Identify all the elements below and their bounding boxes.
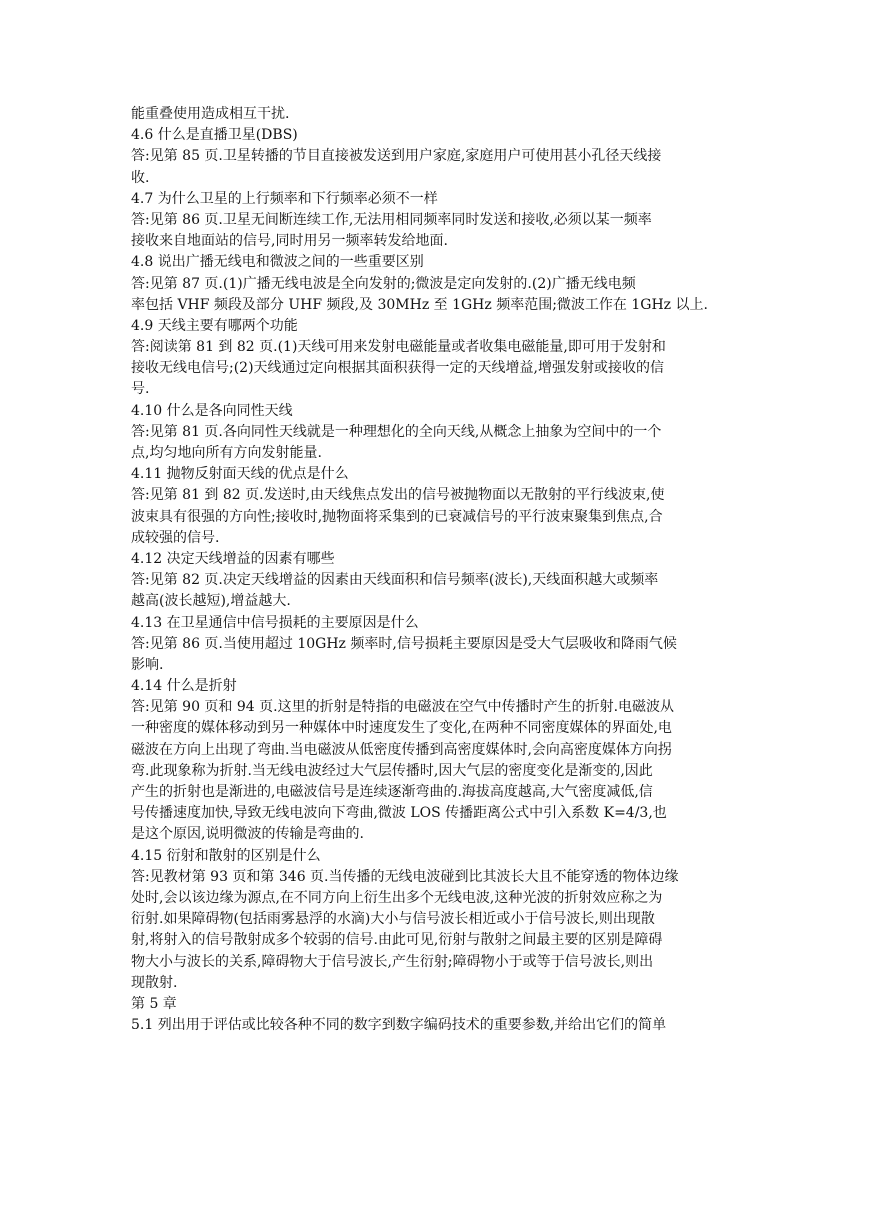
text-line: 4.8 说出广播无线电和微波之间的一些重要区别 [131,254,424,271]
text-line: 是这个原因,说明微波的传输是弯曲的. [131,826,364,843]
text-line: 答:见第 81 到 82 页.发送时,由天线焦点发出的信号被抛物面以无散射的平行线波束,使 [131,487,665,504]
text-line: 磁波在方向上出现了弯曲.当电磁波从低密度传播到高密度媒体时,会向高密度媒体方向拐 [131,741,672,758]
text-line: 答:见第 82 页.决定天线增益的因素由天线面积和信号频率(波长),天线面积越大或频率 [131,572,659,589]
text-line: 号传播速度加快,导致无线电波向下弯曲,微波 LOS 传播距离公式中引入系数 K=4/3,也 [131,805,667,822]
text-line: 答:见第 87 页.(1)广播无线电波是全向发射的;微波是定向发射的.(2)广播无线电频 [131,275,636,292]
text-line: 能重叠使用造成相互干扰. [131,106,290,122]
text-line: 5.1 列出用于评估或比较各种不同的数字到数字编码技术的重要参数,并给出它们的简单 [131,1017,667,1034]
document-page [131,104,731,1036]
text-line: 一种密度的媒体移动到另一种媒体中时速度发生了变化,在两种不同密度媒体的界面处,电 [131,720,672,737]
text-line: 点,均匀地向所有方向发射能量. [131,445,322,461]
text-line: 4.12 决定天线增益的因素有哪些 [131,550,335,567]
text-line: 答:见第 86 页.卫星无间断连续工作,无法用相同频率同时发送和接收,必须以某一频率 [131,211,652,228]
text-line: 弯.此现象称为折射.当无线电波经过大气层传播时,因大气层的密度变化是渐变的,因此 [131,762,653,779]
text-line: 接收无线电信号;(2)天线通过定向根据其面积获得一定的天线增益,增强发射或接收的信 [131,360,664,377]
text-line: 4.10 什么是各向同性天线 [131,402,293,419]
text-line: 答:见第 86 页.当使用超过 10GHz 频率时,信号损耗主要原因是受大气层吸收和降雨气候 [131,635,677,652]
text-line: 收. [131,169,150,186]
text-line: 4.11 抛物反射面天线的优点是什么 [131,466,349,483]
text-line: 4.14 什么是折射 [131,678,237,695]
text-line: 越高(波长越短),增益越大. [131,593,291,610]
text-line: 4.6 什么是直播卫星(DBS) [131,127,298,144]
text-line: 物大小与波长的关系,障碍物大于信号波长,产生衍射;障碍物小于或等于信号波长,则出 [131,953,654,970]
text-line: 射,将射入的信号散射成多个较弱的信号.由此可见,衍射与散射之间最主要的区别是障碍 [131,932,663,949]
text-line: 现散射. [131,974,178,991]
text-line: 答:见教材第 93 页和第 346 页.当传播的无线电波碰到比其波长大且不能穿透的物体边缘 [131,868,679,885]
text-line: 衍射.如果障碍物(包括雨雾悬浮的水滴)大小与信号波长相近或小于信号波长,则出现散 [131,911,655,928]
text-line: 成较强的信号. [131,529,220,546]
text-line: 产生的折射也是渐进的,电磁波信号是连续逐渐弯曲的.海拔高度越高,大气密度减低,信 [131,784,653,800]
text-line: 处时,会以该边缘为源点,在不同方向上衍生出多个无线电波,这种光波的折射效应称之为 [131,889,663,906]
text-line: 4.15 衍射和散射的区别是什么 [131,847,321,864]
text-line: 第 5 章 [131,995,177,1012]
text-line: 4.13 在卫星通信中信号损耗的主要原因是什么 [131,614,419,631]
text-line: 答:阅读第 81 到 82 页.(1)天线可用来发射电磁能量或者收集电磁能量,即可用于发射和 [131,339,666,356]
text-line: 影响. [131,656,164,673]
text-line: 号. [131,381,150,398]
text-line: 4.7 为什么卫星的上行频率和下行频率必须不一样 [131,190,438,207]
text-line: 率包括 VHF 频段及部分 UHF 频段,及 30MHz 至 1GHz 频率范围;微波工作在 1GHz 以上. [131,296,708,313]
text-line: 答:见第 90 页和 94 页.这里的折射是特指的电磁波在空气中传播时产生的折射.电磁波从 [131,699,675,716]
text-line: 答:见第 81 页.各向同性天线就是一种理想化的全向天线,从概念上抽象为空间中的一个 [131,423,662,440]
text-line: 4.9 天线主要有哪两个功能 [131,317,298,334]
text-line: 波束具有很强的方向性;接收时,抛物面将采集到的已衰减信号的平行波束聚集到焦点,合 [131,508,663,525]
text-line: 答:见第 85 页.卫星转播的节目直接被发送到用户家庭,家庭用户可使用甚小孔径天线接 [131,148,662,165]
text-line: 接收来自地面站的信号,同时用另一频率转发给地面. [131,233,448,250]
